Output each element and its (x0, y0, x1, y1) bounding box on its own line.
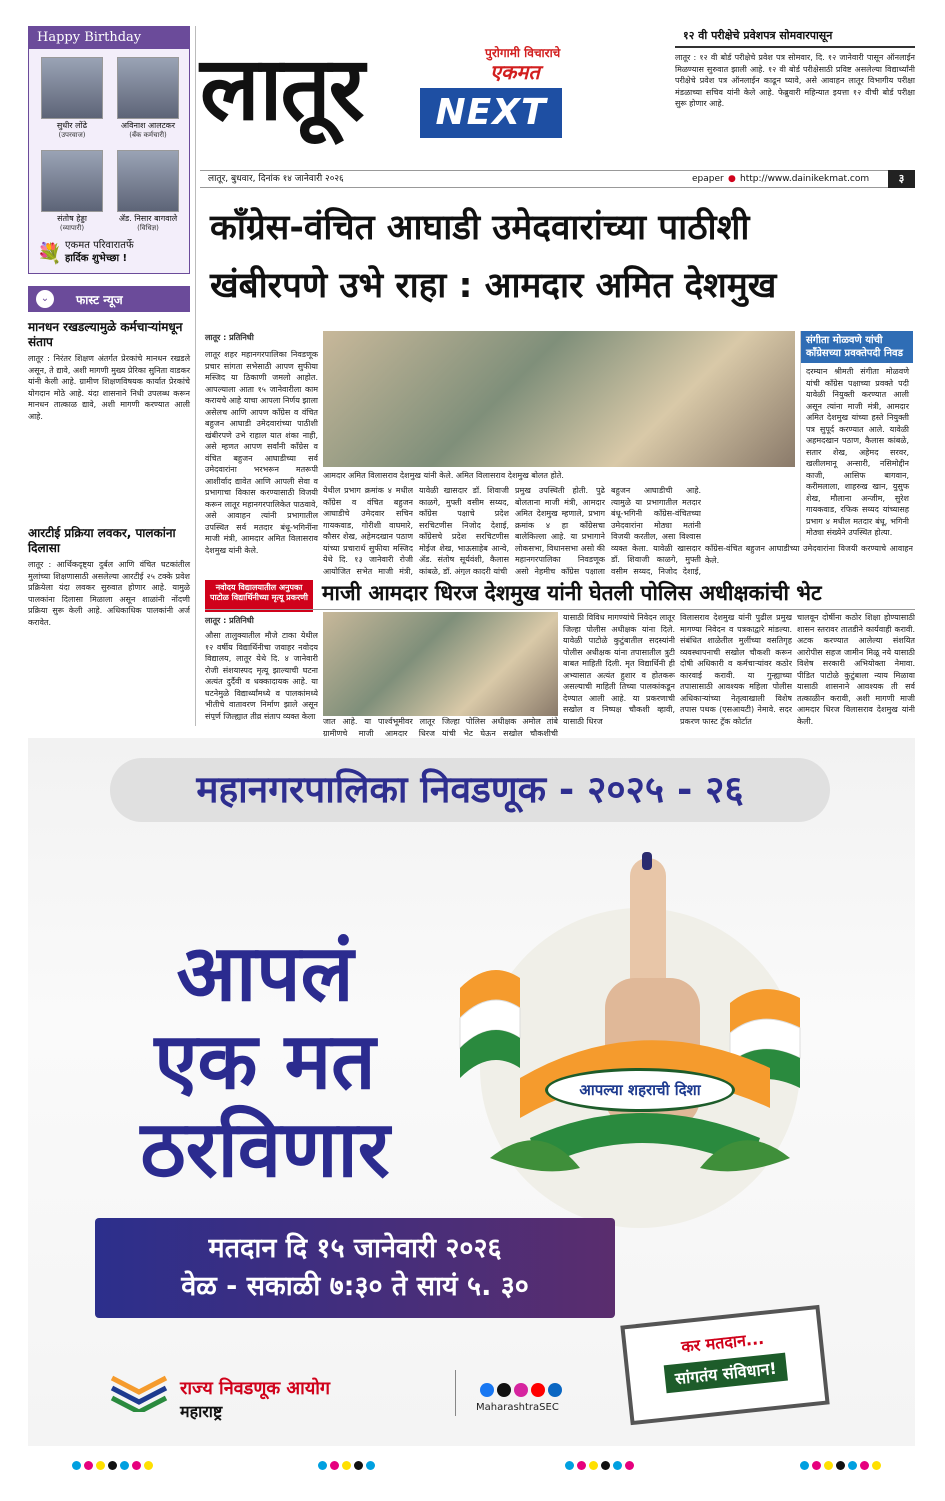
stamp-line: कर मतदान... (680, 1328, 765, 1357)
byline: लातूर : प्रतिनिधी (205, 333, 254, 342)
ink-mark (642, 852, 652, 870)
divider (455, 1370, 456, 1416)
story-headline: आरटीई प्रक्रिया लवकर, पालकांना दिलासा (28, 526, 176, 555)
lead-col (323, 485, 413, 575)
epaper-label: epaper (692, 174, 724, 184)
second-col (205, 615, 318, 720)
second-text: औसा तालुक्यातील मौजे टाका येथील १२ वर्षीय विद्यार्थिनीचा जवाहर नवोदय विद्यालय, लातूर येथे दि. ४ जानेवारी रोजी संशयास्पद मृत्यू झाल्याची घटना अत्यंत दुर्दैवी व धक्कादायक आहे. या घटनेमुळे विद्यार्थ्यांमध्ये व पालकांमध्ये भीतीचे वातावरण निर्माण झाले असून संपूर्ण जिल्ह्यात तीव्र संताप व्यक्त केला (205, 631, 318, 720)
youtube-icon[interactable] (531, 1383, 545, 1397)
person-name: संतोष हेड्डा (57, 214, 87, 223)
side-footer (705, 543, 913, 577)
second-text: यासाठी विविध मागण्यांचे निवेदन लातूर जिल्हा पोलीस अधीक्षक यांना दिले. यावेळी पाटोळे कुटुंबातील सदस्यांनी पोलीस अधीक्षक यांना तपासातील त्रुटी बाबत माहिती दिली. मृत विद्यार्थिनी ही अभ्यासात अत्यंत हुशार व होतकरू असल्याची माहिती तिच्या पालकांकडून देण्यात आली आहे. या प्रकरणाची सखोल व निष्पक्ष चौकशी व्हावी, यासाठी धिरज (563, 613, 675, 726)
birthday-person (37, 57, 107, 140)
fast-news-header: फास्ट न्यूज (28, 286, 190, 312)
birthday-person (113, 150, 183, 233)
print-registration-marks (72, 1461, 153, 1470)
top-right-story (675, 26, 915, 110)
commission-logo-icon (108, 1372, 170, 1412)
page-number: ३ (888, 170, 915, 188)
person-photo (41, 150, 103, 212)
ad-title: महानगरपालिका निवडणूक - २०२५ - २६ (110, 758, 830, 822)
second-col (680, 612, 792, 736)
stamp-line: सांगतंय संविधान! (664, 1353, 788, 1394)
story-headline: मानधन रखडल्यामुळे कर्मचाऱ्यांमधून संताप (28, 320, 183, 349)
wish-line: हार्दिक शुभेच्छा ! (65, 253, 128, 264)
person-name: ॲड. निसार बागवाले (118, 214, 178, 223)
lead-col (205, 332, 318, 556)
x-icon[interactable] (497, 1383, 511, 1397)
print-registration-marks (318, 1461, 375, 1470)
second-col (442, 716, 558, 738)
second-text: जिल्हा पोलिस अधीक्षक अमोल तांबे यांची भेट घेऊन सखोल चौकशीची (442, 717, 558, 738)
story-body: लातूर : १२ वी बोर्ड परीक्षेचे प्रवेश पत्र सोमवार, दि. १२ जानेवारी पासून ऑनलाईन मिळण्यास सुरुवात झाली आहे. १२ वी बोर्ड परीक्षेसाठी प्रविष्ट असलेल्या विद्यार्थ्यांनी परीक्षेचे प्रवेश पत्र ऑनलाईन काढून घ्यावे, असे आवाहन लातूर विभागीय परीक्षा मंडळाच्या सचिव यांनी केले आहे. फेब्रुवारी महिन्यात इयत्ता १२ वीची बोर्ड परीक्षा सुरू होणार आहे. (675, 53, 915, 108)
website-link[interactable]: http://www.dainikekmat.com (740, 174, 870, 184)
story-headline: १२ वी परीक्षेचे प्रवेशपत्र सोमवारपासून (675, 26, 915, 48)
person-name: अविनाश आलटकर (120, 121, 176, 130)
second-text: जात आहे. या पार्श्वभूमीवर लातूर ग्रामीणचे माजी आमदार धिरज (323, 717, 435, 738)
story-body: लातूर : आर्थिकदृष्ट्या दुर्बल आणि वंचित घटकांतील मुलांच्या शिक्षणासाठी असलेल्या आरटीई २५ टक्के प्रवेश प्रक्रियेला यंदा लवकर सुरुवात होणार आहे. यामुळे पालकांना दिलासा मिळाला असून शाळांनी नोंदणी प्रक्रिया सुरू केली आहे. अधिकाधिक पालकांनी अर्ज करावेत. (28, 560, 190, 627)
person-role: (व्यापारी) (59, 224, 85, 232)
person-photo (41, 57, 103, 119)
facebook-icon[interactable] (480, 1383, 494, 1397)
voting-date: मतदान दि १५ जानेवारी २०२६ (208, 1233, 502, 1264)
birthday-wish (65, 239, 134, 265)
side-headline: संगीता मोळवणे यांची काँग्रेसच्या प्रवक्तेपदी निवड (801, 331, 913, 363)
byline: लातूर : प्रतिनिधी (205, 616, 254, 625)
second-col (797, 612, 915, 736)
social-handle: MaharashtraSEC (476, 1402, 559, 1413)
date-text: लातूर, बुधवार, दिनांक १४ जानेवारी २०२६ (208, 174, 344, 184)
lead-headline: खंबीरपणे उभे राहा : आमदार अमित देशमुख (210, 266, 777, 306)
masthead-next: NEXT (420, 88, 562, 138)
second-text: चालवून दोषींना कठोर शिक्षा होण्यासाठी शासन स्तरावर तातडीने कार्यवाही करावी. अटक करण्यात आलेल्या संशयित आरोपीस सहज जामीन मिळू नये यासाठी विशेष सरकारी अभियोक्ता नेमावा. पीडित पाटोळे कुटुंबाला न्याय मिळावा यासाठी शासनाने आवश्यक ती सर्व तत्काळीन करावी, अशी मागणी माजी आमदार धिरज विलासराव देशमुख यांनी केली. (797, 613, 915, 726)
side-footer-text: काँग्रेस-वंचित बहुजन आघाडीच्या उमेदवारांना विजयी करण्याचे आवाहन केले. (705, 544, 913, 565)
lead-text: लातूर शहर महानगरपालिका निवडणूक प्रचार सांगता सभेसाठी आपण सुफीया मस्जिद या ठिकाणी जमलो आहोत. आपल्याला आता १५ जानेवारीला काम करायचे आहे याचा आपला निर्णय झाला असेलच आणि आपण काँग्रेस व वंचित बहुजन आघाडी उमेदवारांच्या पाठीशी खंबीरपणे उभे राहाल यात शंका नाही, असे म्हणत आपण सर्वांनी काँग्रेस व वंचित बहुजन आघाडीच्या सर्व उमेदवारांना भरभरून मतरूपी आशीर्वाद द्यावेत आणि आपली सेवा व प्रभागाचा विकास करण्यासाठी विजयी करून लातूर महानगरपालिकेत पाठवावे, असे आवाहन त्यांनी प्रभागातील उपस्थित सर्व मतदार बंधू-भगिनींना माजी मंत्री, आमदार अमित विलासराव देशमुख यांनी केले. (205, 350, 318, 555)
birthday-box (28, 26, 190, 274)
wish-line: एकमत परिवारातर्फे (65, 240, 134, 251)
commission-state: महाराष्ट्र (180, 1402, 223, 1421)
linkedin-icon[interactable] (548, 1383, 562, 1397)
globe-icon: ● (728, 174, 736, 184)
person-role: (उपरवाज) (58, 131, 86, 139)
slogan-line: आपलं (176, 929, 354, 1019)
person-role: (बँक कर्मचारी) (129, 131, 167, 139)
lead-text: यावेळी खासदार डॉ. शिवाजी काळगे, मुफ्ती वसीम सय्यद, काँग्रेस पक्षाचे प्रदेश सरचिटणीस निजोद देशाई, काँग्रेसचे प्रदेश सरचिटणीस मोईज शेख, भाऊसाहेब आन्वे, ॲड. संतोष सूर्यवंशी, कैलास कांबळे, डॉ. अंगुल कादरी यांची (419, 486, 509, 575)
lead-col (419, 485, 509, 575)
dateline (200, 170, 915, 188)
fast-news-story (28, 526, 190, 628)
lead-text: येथील प्रभाग क्रमांक ४ मधील काँग्रेस व वंचित बहुजन आघाडीचे उमेदवार सचिन गायकवाड, गोरीशी वाघमारे, कौसर शेख, अहेमदखान पठाण यांच्या प्रचारार्थ सुफीया मस्जिद येथे दि. १३ जानेवारी रोजी आयोजित सभेत माजी मंत्री, (323, 486, 413, 575)
second-text: विलासराव देशमुख यांनी पुढील प्रमुख मागण्या निवेदन व पत्रकाद्वारे मांडल्या. संबंधित शाळेतील मुलींच्या वसतिगृह व्यवस्थापनाची सखोल चौकशी करून दोषी अधिकारी व कर्मचाऱ्यांवर कठोर कारवाई करावी. या गुन्ह्याच्या तपासासाठी आवश्यक महिला पोलीस अधिकाऱ्यांच्या नेतृत्वाखाली विशेष तपास पथक (एसआयटी) नेमावे. सदर प्रकरण फास्ट ट्रॅक कोर्टात (680, 613, 792, 726)
instagram-icon[interactable] (514, 1383, 528, 1397)
second-headline: माजी आमदार धिरज देशमुख यांनी घेतली पोलिस अधीक्षकांची भेट (322, 581, 822, 605)
masthead-logo: लातूर (200, 36, 363, 140)
second-col (323, 716, 435, 738)
masthead-brand: एकमत (490, 60, 540, 84)
birthday-title: Happy Birthday (29, 27, 189, 49)
person-role: (विधिज्ञ) (137, 224, 159, 232)
voting-time: वेळ - सकाळी ७:३० ते सायं ५. ३० (181, 1271, 529, 1302)
police-meeting-photo (323, 612, 558, 716)
side-text: दरम्यान श्रीमती संगीता मोळवणे यांची काँग्रेस पक्षाच्या प्रवक्ते पदी यावेळी नियुक्ती करण्यात आली असून त्यांना माजी मंत्री, आमदार अमित देशमुख यांच्या हस्ते नियुक्ती पत्र सुपूर्द करण्यात आले. यावेळी अहमदखान पठाण, कैलास कांबळे, सतार शेख, अहेमद सरवर, खलीलमानू अन्सारी, नसिमोद्दीन काजी, आसिफ बागवान, करीमलाला, शाहरुख खान, युसुफ शेख, मौलाना अन्जीम, सुरेश गायकवाड, रफिक सय्यद यांच्यासह प्रभाग ४ मधील मतदार बंधू, भगिनी मोठ्या संख्येने उपस्थित होत्या. (806, 367, 909, 537)
social-icons (480, 1383, 562, 1397)
commission-name: राज्य निवडणूक आयोग (180, 1378, 331, 1399)
person-photo (117, 57, 179, 119)
photo-caption (323, 470, 795, 482)
second-col (563, 612, 675, 736)
slogan-line: एक मत (154, 1017, 376, 1107)
lead-headline: काँग्रेस-वंचित आघाडी उमेदवारांच्या पाठीशी (210, 208, 750, 248)
vote-stamp (620, 1305, 829, 1425)
print-registration-marks (800, 1461, 881, 1470)
person-name: सुधीर लोंढे (56, 121, 88, 130)
bouquet-icon: 💐 (37, 241, 62, 265)
masthead-tagline: पुरोगामी विचाराचे (485, 46, 561, 60)
print-registration-marks (565, 1461, 634, 1470)
flag-hand-illustration (430, 838, 850, 1238)
story-body: लातूर : निरंतर शिक्षण अंतर्गत प्रेरकांचे मानधन रखडले असून, ते द्यावे, अशी मागणी मुख्य प्रेरिका सुनिता वाडकर यांनी केली आहे. ग्रामीण शिक्षणविषयक कार्यात प्रेरकांचे योगदान मोठे आहे. यंदा शासनाने निधी उपलब्ध करून मानधन तात्काळ द्यावे, अशी मागणी करण्यात आली आहे. (28, 354, 190, 421)
side-box (800, 331, 913, 541)
lead-text: प्रमुख उपस्थिती होती. पुढे बोलताना माजी मंत्री, आमदार अमित देशमुख म्हणाले, प्रभाग क्रमांक ४ हा काँग्रेसचा बालेकिल्ला आहे. या प्रभागाने लोकसभा, विधानसभा असो की महानगरपालिका निवडणूक असो नेहमीच काँग्रेस पक्षाला (515, 486, 605, 575)
voting-info (95, 1218, 615, 1318)
column-divider (195, 26, 196, 726)
story-tag: नवोदय विद्यालयातील अनुपका पाटोळ विद्यार्थिनीच्या मृत्यू प्रकरणी (205, 580, 313, 612)
person-photo (117, 150, 179, 212)
ribbon-label: आपल्या शहराची दिशा (545, 1068, 735, 1112)
lead-col (515, 485, 605, 575)
caption-text: आमदार अमित विलासराव देशमुख यांनी केले. अमित विलासराव देशमुख बोलत होते. (323, 471, 564, 480)
fast-news-story (28, 320, 190, 422)
birthday-person (113, 57, 183, 140)
ad-slogan (90, 930, 440, 1194)
lead-text: बहुजन आघाडीची आहे. त्यामुळे या प्रभागातील मतदार बंधू-भगिनी काँग्रेस-वंचितच्या उमेदवारांना मोठ्या मतांनी विजयी करतील, असा विश्वास व्यक्त केला. यावेळी खासदार डॉ. शिवाजी काळगे, मुफ्ती वसीम सय्यद, निजोद देशाई, (611, 486, 701, 575)
slogan-line: ठरविणार (140, 1105, 390, 1195)
lead-col (611, 485, 701, 575)
divider (205, 609, 915, 610)
rally-photo (323, 331, 795, 467)
birthday-person (37, 150, 107, 233)
chevron-down-icon: ⌄ (36, 290, 54, 308)
